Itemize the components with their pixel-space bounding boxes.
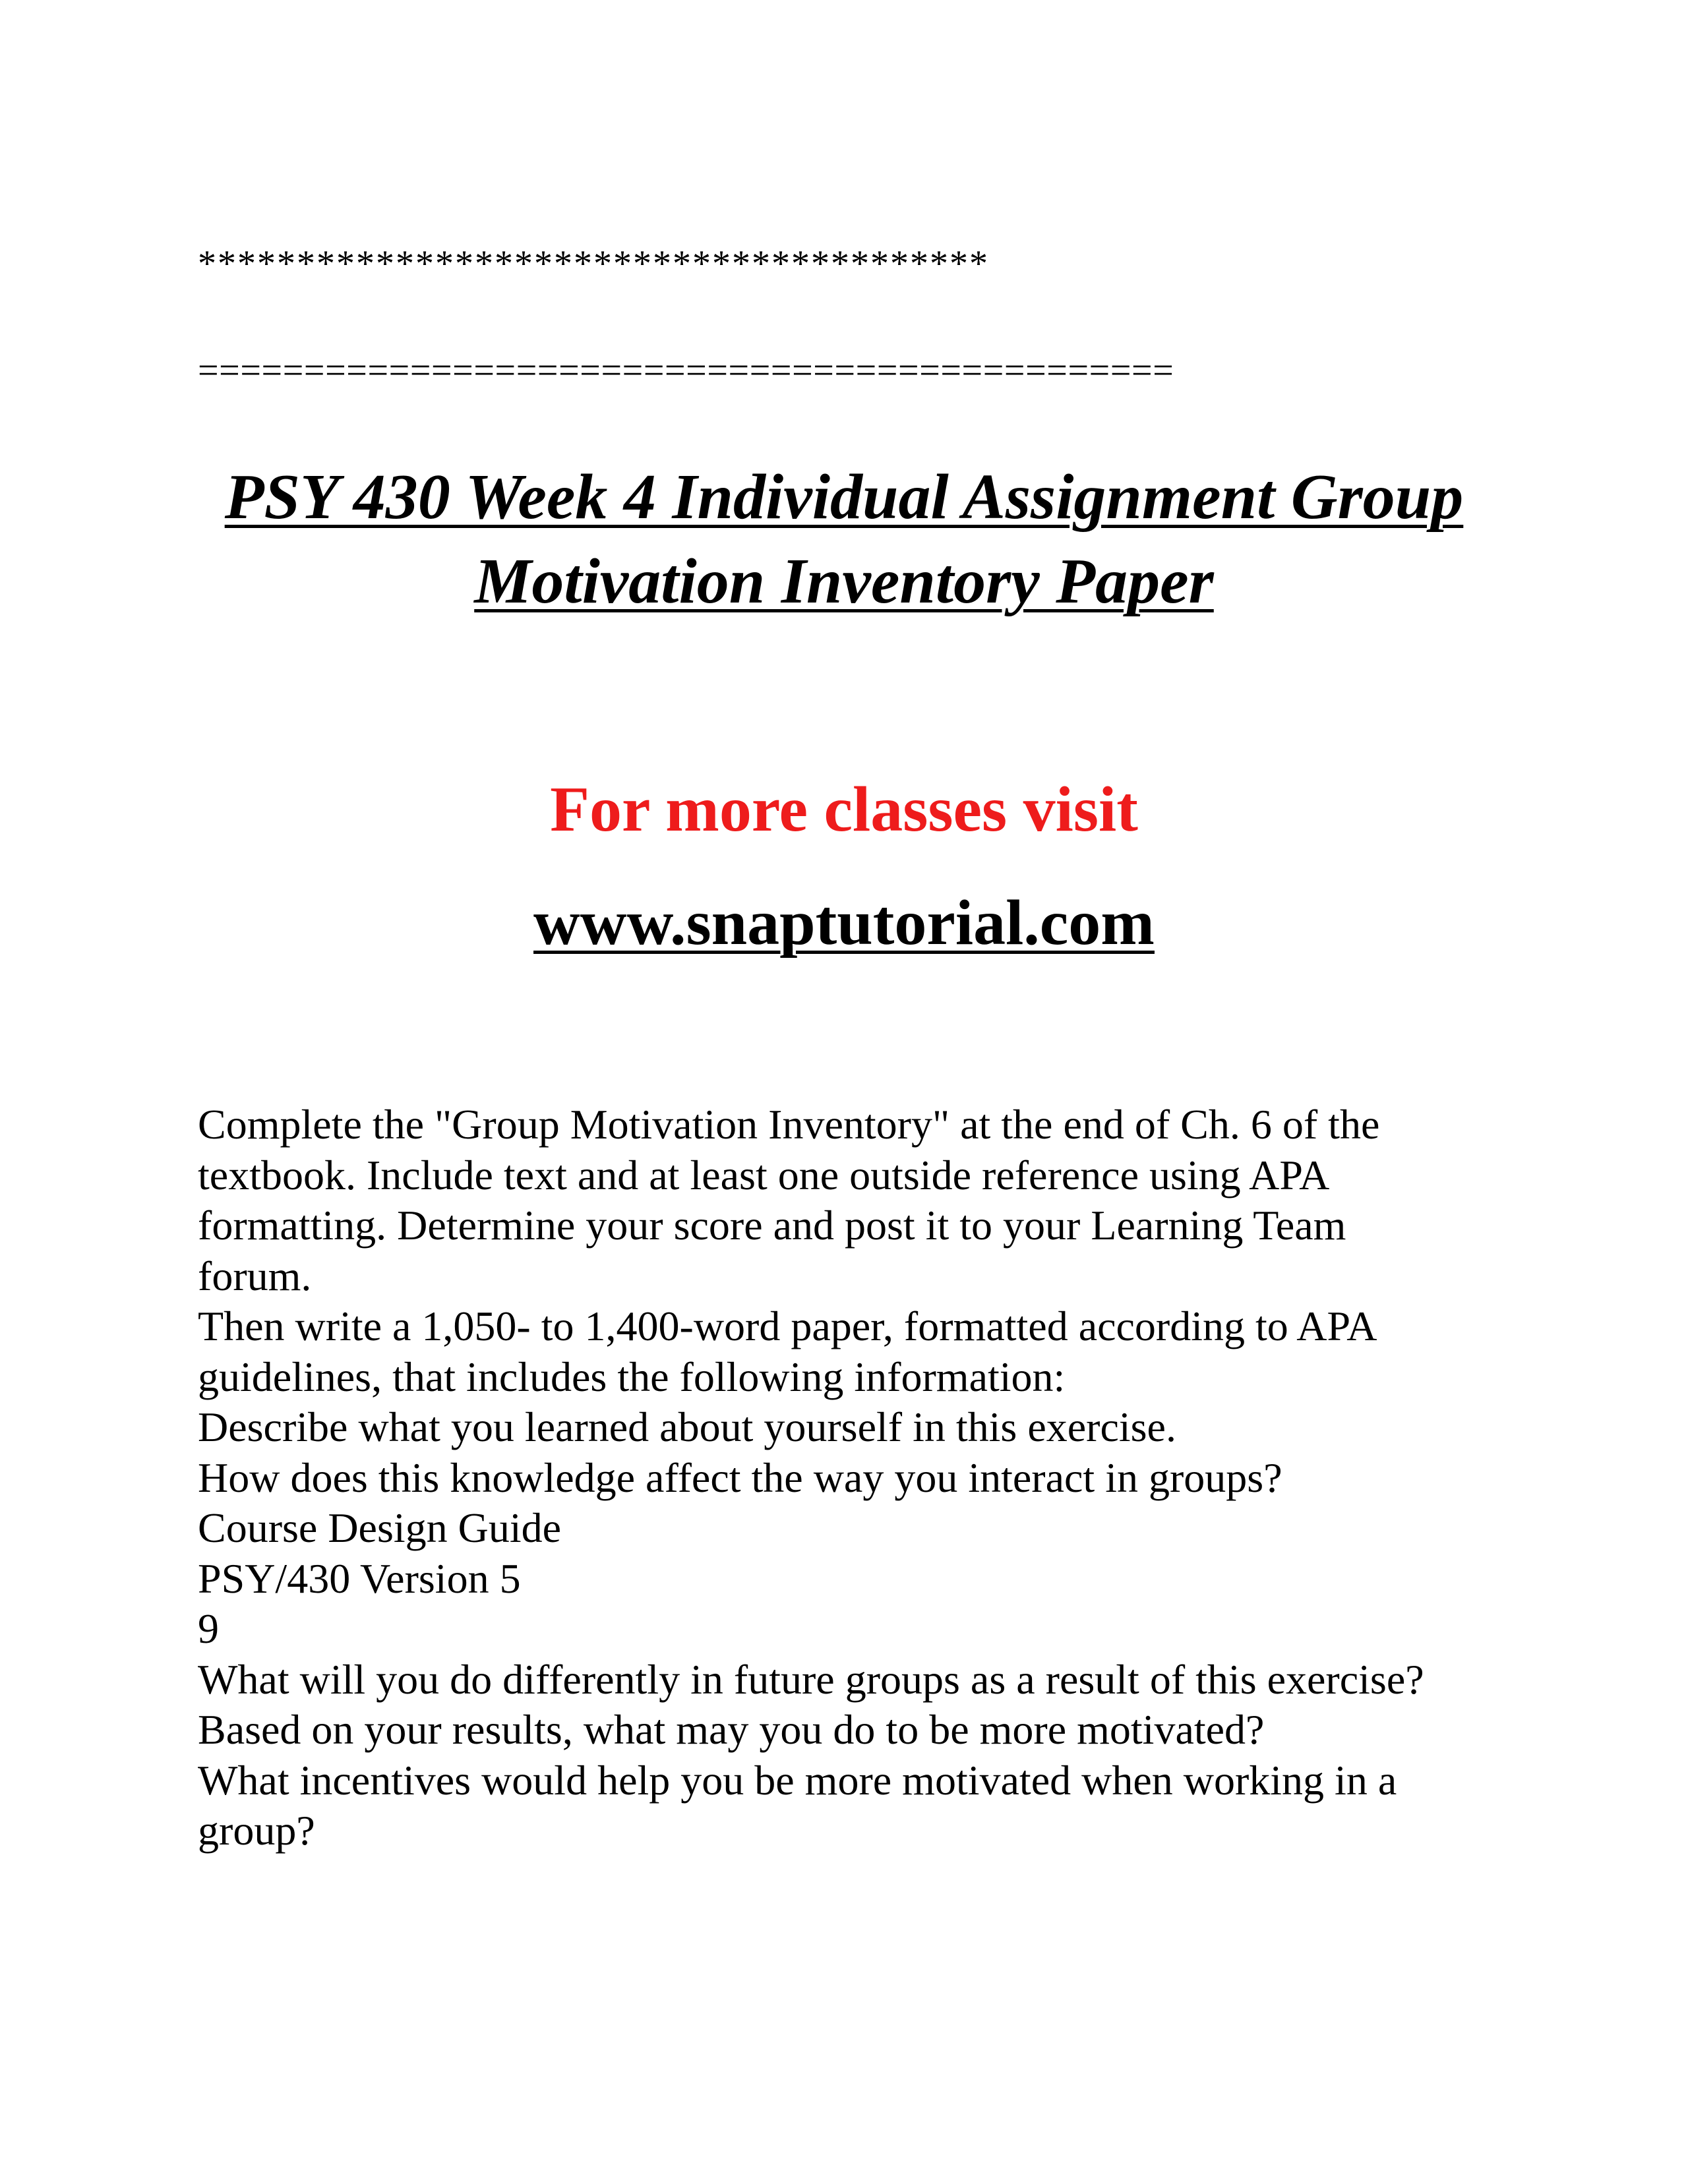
document-title — [171, 455, 1517, 624]
body-line: formatting. Determine your score and post it to your Learning Team — [198, 1202, 1346, 1249]
body-line: textbook. Include text and at least one outside reference using APA — [198, 1151, 1330, 1198]
promo-text: For more classes visit — [550, 774, 1138, 845]
body-line: Then write a 1,050- to 1,400-word paper, formatted according to APA — [198, 1303, 1377, 1349]
assignment-body — [198, 1100, 1503, 1856]
title-line-2: Motivation Inventory Paper — [474, 546, 1214, 617]
body-line: group? — [198, 1807, 315, 1854]
asterisk-divider: **************************************** — [198, 243, 989, 284]
equals-divider: ============================================== — [198, 350, 1174, 391]
body-line: Based on your results, what may you do to be more motivated? — [198, 1706, 1265, 1753]
body-line: PSY/430 Version 5 — [198, 1554, 521, 1602]
body-line: Describe what you learned about yourself in this exercise. — [198, 1403, 1176, 1450]
body-line: Course Design Guide — [198, 1504, 562, 1551]
body-line: 9 — [198, 1605, 219, 1652]
body-line: What incentives would help you be more motivated when working in a — [198, 1756, 1397, 1804]
body-line: How does this knowledge affect the way you interact in groups? — [198, 1454, 1282, 1501]
body-line: forum. — [198, 1252, 312, 1299]
body-line: guidelines, that includes the following information: — [198, 1353, 1066, 1400]
title-line-1: PSY 430 Week 4 Individual Assignment Group — [224, 461, 1464, 533]
body-line: What will you do differently in future groups as a result of this exercise? — [198, 1655, 1424, 1703]
body-line: Complete the "Group Motivation Inventory" at the end of Ch. 6 of the — [198, 1101, 1380, 1148]
website-link[interactable]: www.snaptutorial.com — [533, 887, 1155, 959]
